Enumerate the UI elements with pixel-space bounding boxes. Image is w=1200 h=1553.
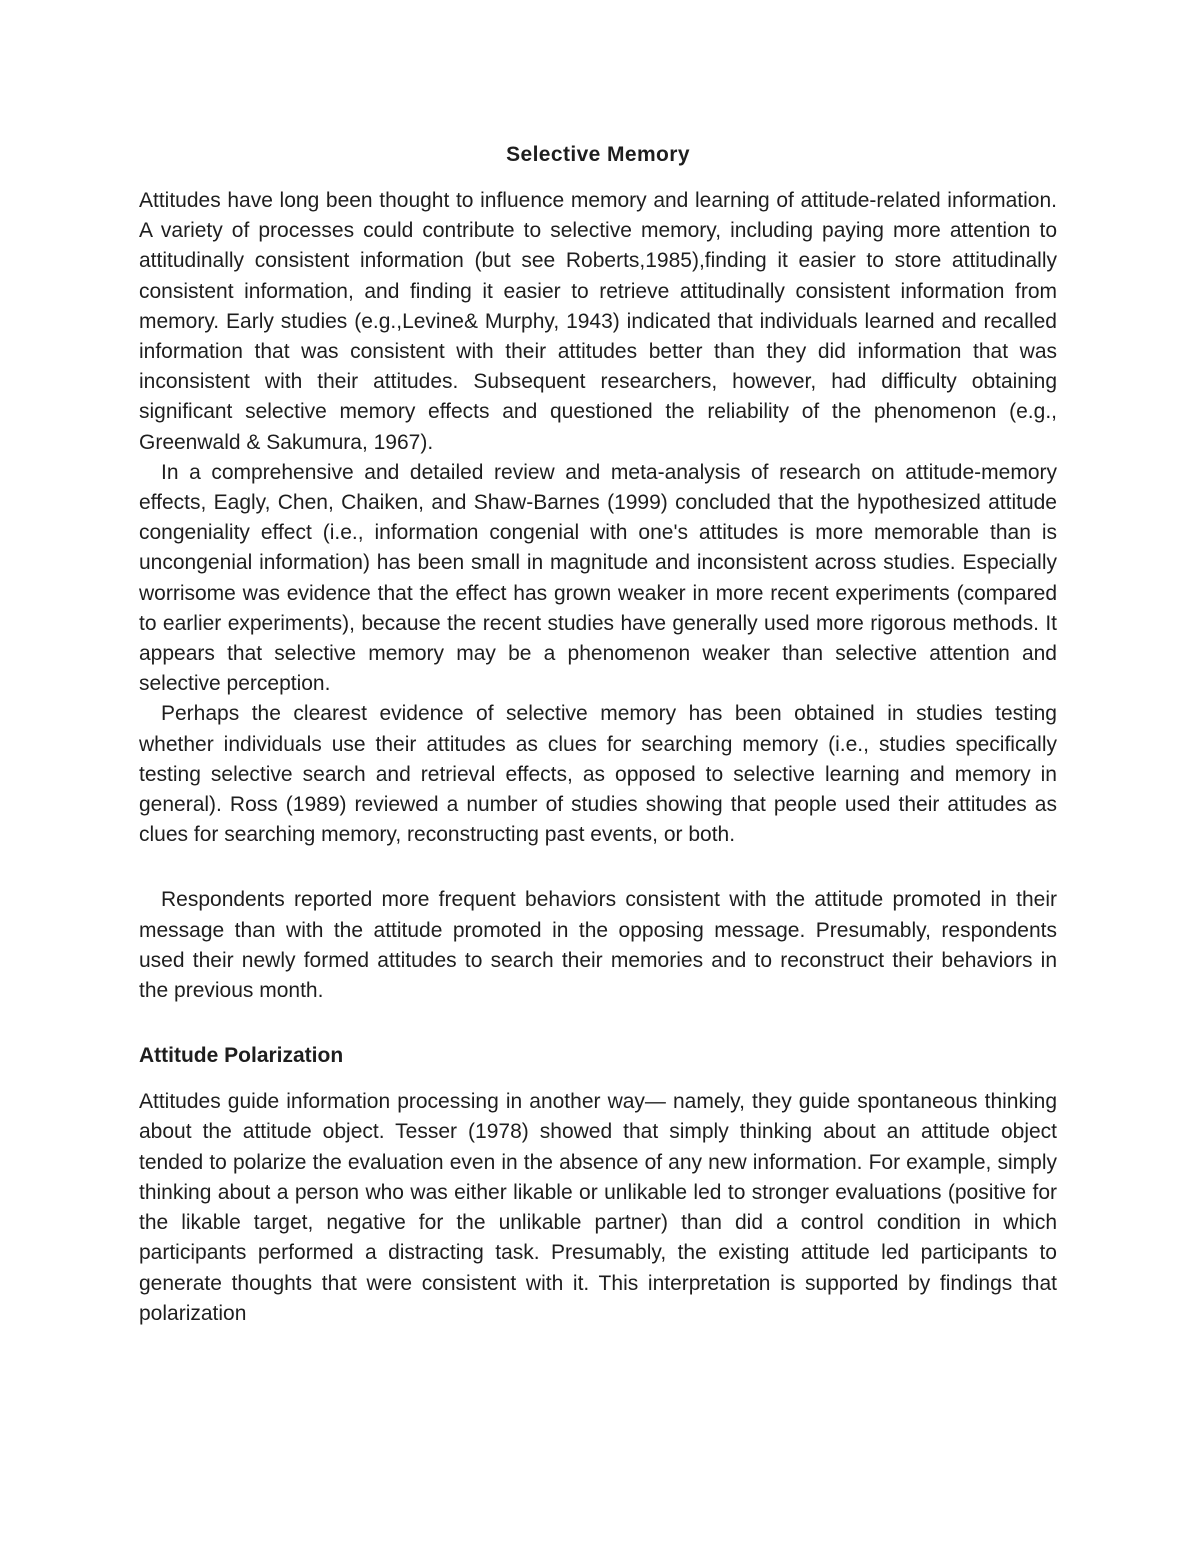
paragraph-intro: Attitudes have long been thought to influence memory and learning of attitude-related information. A variety of processes could contribute to selective memory, including paying more attention to attitudinally consistent information (but see Roberts,1985),finding it easier to store attitudinally consistent information, and finding it easier to retrieve attitudinally consistent information from memory. Early studies (e.g.,Levine& Murphy, 1943) indicated that individuals learned and recalled information that was consistent with their attitudes better than they did information that was inconsistent with their attitudes. Subsequent researchers, however, had difficulty obtaining significant selective memory effects and questioned the reliability of the phenomenon (e.g., Greenwald & Sakumura, 1967). [139,189,1057,454]
document-body [139,140,1057,1329]
section-heading: Attitude Polarization [139,1044,344,1068]
paragraph-polarization: Attitudes guide information processing in another way— namely, they guide spontaneous thinking about the attitude object. Tesser (1978) showed that simply thinking about an attitude object tended to polarize the evaluation even in the absence of any new information. For example, simply thinking about a person who was either likable or unlikable led to stronger evaluations (positive for the likable target, negative for the unlikable partner) than did a control condition in which participants performed a distracting task. Presumably, the existing attitude led participants to generate thoughts that were consistent with it. This interpretation is supported by findings that polarization [139,1090,1057,1325]
document-title: Selective Memory [506,143,690,166]
paragraph-clearest-evidence: Perhaps the clearest evidence of selective memory has been obtained in studies testing whether individuals use their attitudes as clues for searching memory (i.e., studies specifically testing selective search and retrieval effects, as opposed to selective learning and memory in general). Ross (1989) reviewed a number of studies showing that people used their attitudes as clues for searching memory, reconstructing past events, or both. [139,702,1057,847]
paragraph-review: In a comprehensive and detailed review and meta-analysis of research on attitude-memory effects, Eagly, Chen, Chaiken, and Shaw-Barnes (1999) concluded that the hypothesized attitude congeniality effect (i.e., information congenial with one's attitudes is more memorable than is uncongenial information) has been small in magnitude and inconsistent across studies. Especially worrisome was evidence that the effect has grown weaker in more recent experiments (compared to earlier experiments), because the recent studies have generally used more rigorous methods. It appears that selective memory may be a phenomenon weaker than selective attention and selective perception. [139,460,1057,696]
paragraph-respondents: Respondents reported more frequent behaviors consistent with the attitude promoted in their message than with the attitude promoted in the opposing message. Presumably, respondents used their newly formed attitudes to search their memories and to reconstruct their behaviors in the previous month. [139,888,1057,1003]
